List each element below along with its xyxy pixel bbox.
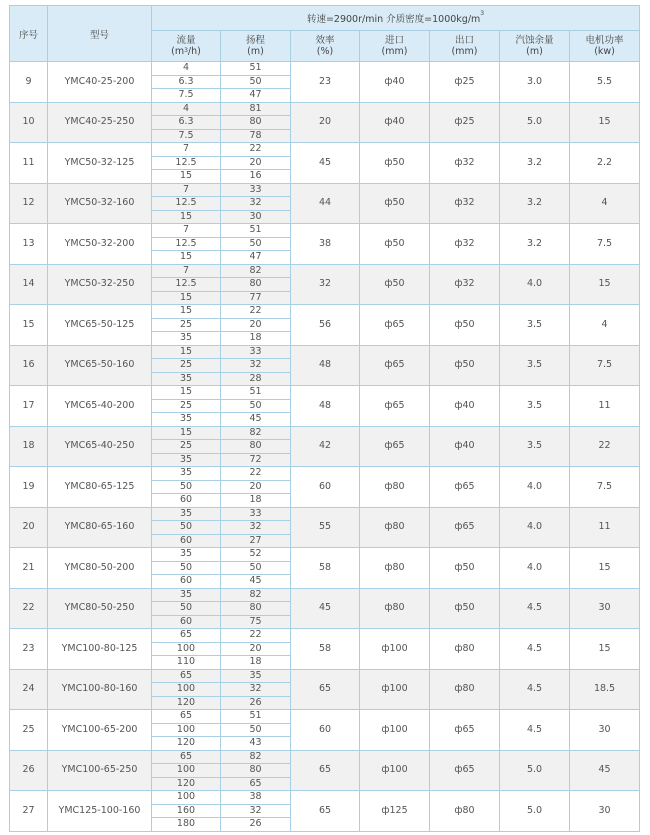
seq-cell: 9 — [10, 62, 48, 103]
seq-cell: 17 — [10, 386, 48, 427]
flow-cell: 50 — [152, 561, 221, 575]
inlet-cell: ф50 — [360, 264, 430, 305]
npsh-cell: 3.5 — [500, 386, 570, 427]
head-cell: 20 — [221, 642, 291, 656]
outlet-cell: ф80 — [430, 629, 500, 670]
model-cell: YMC80-50-250 — [48, 588, 152, 629]
seq-cell: 12 — [10, 183, 48, 224]
power-cell: 7.5 — [570, 467, 640, 508]
outlet-cell: ф50 — [430, 305, 500, 346]
power-cell: 18.5 — [570, 669, 640, 710]
efficiency-cell: 42 — [291, 426, 360, 467]
npsh-cell: 4.0 — [500, 264, 570, 305]
inlet-cell: ф40 — [360, 102, 430, 143]
flow-cell: 65 — [152, 669, 221, 683]
seq-cell: 25 — [10, 710, 48, 751]
flow-cell: 4 — [152, 62, 221, 76]
flow-cell: 100 — [152, 683, 221, 697]
outlet-cell: ф25 — [430, 102, 500, 143]
efficiency-cell: 48 — [291, 386, 360, 427]
head-cell: 32 — [221, 804, 291, 818]
seq-cell: 26 — [10, 750, 48, 791]
flow-cell: 12.5 — [152, 197, 221, 211]
npsh-cell: 3.5 — [500, 426, 570, 467]
flow-cell: 35 — [152, 588, 221, 602]
power-cell: 4 — [570, 305, 640, 346]
flow-cell: 120 — [152, 696, 221, 710]
seq-cell: 24 — [10, 669, 48, 710]
flow-cell: 12.5 — [152, 237, 221, 251]
seq-cell: 19 — [10, 467, 48, 508]
outlet-cell: ф50 — [430, 588, 500, 629]
flow-cell: 35 — [152, 467, 221, 481]
outlet-cell: ф32 — [430, 224, 500, 265]
inlet-cell: ф100 — [360, 669, 430, 710]
flow-cell: 120 — [152, 737, 221, 751]
flow-cell: 7.5 — [152, 89, 221, 103]
head-cell: 22 — [221, 467, 291, 481]
efficiency-cell: 65 — [291, 750, 360, 791]
head-cell: 35 — [221, 669, 291, 683]
npsh-cell: 3.0 — [500, 62, 570, 103]
inlet-cell: ф80 — [360, 588, 430, 629]
efficiency-cell: 55 — [291, 507, 360, 548]
efficiency-header: 效率 (%) — [291, 31, 360, 62]
flow-cell: 60 — [152, 534, 221, 548]
flow-cell: 65 — [152, 629, 221, 643]
flow-cell: 50 — [152, 521, 221, 535]
inlet-cell: ф65 — [360, 345, 430, 386]
outlet-cell: ф65 — [430, 467, 500, 508]
inlet-cell: ф40 — [360, 62, 430, 103]
flow-cell: 120 — [152, 777, 221, 791]
head-cell: 51 — [221, 710, 291, 724]
flow-cell: 4 — [152, 102, 221, 116]
inlet-cell: ф50 — [360, 224, 430, 265]
power-cell: 45 — [570, 750, 640, 791]
head-cell: 32 — [221, 683, 291, 697]
table-row — [10, 62, 640, 76]
flow-cell: 100 — [152, 764, 221, 778]
head-cell: 43 — [221, 737, 291, 751]
power-cell: 11 — [570, 386, 640, 427]
flow-cell: 15 — [152, 426, 221, 440]
flow-cell: 60 — [152, 575, 221, 589]
seq-header: 序号 — [10, 6, 48, 62]
table-row — [10, 507, 640, 521]
model-cell: YMC65-40-250 — [48, 426, 152, 467]
seq-cell: 16 — [10, 345, 48, 386]
flow-cell: 65 — [152, 750, 221, 764]
model-cell: YMC50-32-200 — [48, 224, 152, 265]
outlet-cell: ф65 — [430, 750, 500, 791]
power-cell: 15 — [570, 548, 640, 589]
table-row — [10, 467, 640, 481]
head-cell: 82 — [221, 264, 291, 278]
inlet-cell: ф100 — [360, 750, 430, 791]
flow-cell: 100 — [152, 642, 221, 656]
head-cell: 80 — [221, 278, 291, 292]
table-row — [10, 548, 640, 562]
flow-cell: 35 — [152, 413, 221, 427]
head-cell: 47 — [221, 251, 291, 265]
npsh-header: 汽蚀余量 (m) — [500, 31, 570, 62]
head-cell: 50 — [221, 561, 291, 575]
flow-cell: 160 — [152, 804, 221, 818]
outlet-cell: ф40 — [430, 426, 500, 467]
table-row — [10, 629, 640, 643]
model-cell: YMC125-100-160 — [48, 791, 152, 832]
head-cell: 27 — [221, 534, 291, 548]
flow-cell: 65 — [152, 710, 221, 724]
table-row — [10, 710, 640, 724]
seq-cell: 18 — [10, 426, 48, 467]
head-cell: 72 — [221, 453, 291, 467]
efficiency-cell: 60 — [291, 710, 360, 751]
seq-cell: 11 — [10, 143, 48, 184]
outlet-cell: ф25 — [430, 62, 500, 103]
npsh-cell: 4.5 — [500, 710, 570, 751]
power-cell: 30 — [570, 710, 640, 751]
head-cell: 33 — [221, 507, 291, 521]
model-cell: YMC100-80-125 — [48, 629, 152, 670]
inlet-cell: ф80 — [360, 467, 430, 508]
head-cell: 50 — [221, 75, 291, 89]
model-cell: YMC40-25-200 — [48, 62, 152, 103]
model-cell: YMC50-32-125 — [48, 143, 152, 184]
head-cell: 82 — [221, 426, 291, 440]
head-cell: 77 — [221, 291, 291, 305]
head-cell: 33 — [221, 183, 291, 197]
head-cell: 52 — [221, 548, 291, 562]
inlet-cell: ф80 — [360, 507, 430, 548]
head-cell: 50 — [221, 399, 291, 413]
flow-cell: 7 — [152, 224, 221, 238]
head-cell: 81 — [221, 102, 291, 116]
pump-spec-table — [9, 5, 640, 832]
seq-cell: 14 — [10, 264, 48, 305]
head-cell: 22 — [221, 143, 291, 157]
head-cell: 80 — [221, 116, 291, 130]
npsh-cell: 4.0 — [500, 548, 570, 589]
efficiency-cell: 20 — [291, 102, 360, 143]
seq-cell: 22 — [10, 588, 48, 629]
head-cell: 82 — [221, 750, 291, 764]
power-cell: 7.5 — [570, 345, 640, 386]
npsh-cell: 4.5 — [500, 629, 570, 670]
model-cell: YMC100-65-250 — [48, 750, 152, 791]
inlet-cell: ф65 — [360, 426, 430, 467]
outlet-cell: ф80 — [430, 791, 500, 832]
head-cell: 32 — [221, 197, 291, 211]
flow-cell: 50 — [152, 480, 221, 494]
inlet-cell: ф65 — [360, 305, 430, 346]
flow-cell: 50 — [152, 602, 221, 616]
head-cell: 22 — [221, 629, 291, 643]
flow-cell: 35 — [152, 453, 221, 467]
power-header: 电机功率 (kw) — [570, 31, 640, 62]
flow-cell: 7 — [152, 143, 221, 157]
head-cell: 50 — [221, 237, 291, 251]
efficiency-cell: 45 — [291, 588, 360, 629]
head-cell: 26 — [221, 696, 291, 710]
seq-cell: 27 — [10, 791, 48, 832]
table-row — [10, 102, 640, 116]
flow-cell: 15 — [152, 386, 221, 400]
head-cell: 51 — [221, 62, 291, 76]
flow-cell: 15 — [152, 170, 221, 184]
npsh-cell: 4.0 — [500, 467, 570, 508]
head-cell: 20 — [221, 318, 291, 332]
outlet-header: 出口 (mm) — [430, 31, 500, 62]
outlet-cell: ф65 — [430, 507, 500, 548]
model-cell: YMC80-50-200 — [48, 548, 152, 589]
head-cell: 80 — [221, 440, 291, 454]
head-cell: 32 — [221, 521, 291, 535]
power-cell: 7.5 — [570, 224, 640, 265]
seq-cell: 15 — [10, 305, 48, 346]
model-cell: YMC65-50-125 — [48, 305, 152, 346]
flow-cell: 35 — [152, 548, 221, 562]
head-cell: 20 — [221, 480, 291, 494]
power-cell: 15 — [570, 629, 640, 670]
npsh-cell: 3.2 — [500, 224, 570, 265]
outlet-cell: ф32 — [430, 143, 500, 184]
outlet-cell: ф50 — [430, 548, 500, 589]
table-row — [10, 305, 640, 319]
model-cell: YMC65-40-200 — [48, 386, 152, 427]
efficiency-cell: 56 — [291, 305, 360, 346]
flow-cell: 35 — [152, 332, 221, 346]
table-body — [10, 62, 640, 832]
efficiency-cell: 58 — [291, 548, 360, 589]
table-row — [10, 183, 640, 197]
power-cell: 22 — [570, 426, 640, 467]
head-cell: 30 — [221, 210, 291, 224]
head-cell: 38 — [221, 791, 291, 805]
head-cell: 50 — [221, 723, 291, 737]
model-header: 型号 — [48, 6, 152, 62]
npsh-cell: 3.2 — [500, 143, 570, 184]
table-row — [10, 750, 640, 764]
seq-cell: 21 — [10, 548, 48, 589]
npsh-cell: 4.5 — [500, 669, 570, 710]
inlet-cell: ф100 — [360, 710, 430, 751]
outlet-cell: ф50 — [430, 345, 500, 386]
head-cell: 45 — [221, 413, 291, 427]
head-cell: 28 — [221, 372, 291, 386]
inlet-header: 进口 (mm) — [360, 31, 430, 62]
power-cell: 15 — [570, 102, 640, 143]
npsh-cell: 3.5 — [500, 345, 570, 386]
flow-cell: 60 — [152, 615, 221, 629]
head-cell: 18 — [221, 494, 291, 508]
head-cell: 32 — [221, 359, 291, 373]
efficiency-cell: 44 — [291, 183, 360, 224]
flow-cell: 15 — [152, 251, 221, 265]
power-cell: 4 — [570, 183, 640, 224]
npsh-cell: 4.5 — [500, 588, 570, 629]
head-cell: 80 — [221, 764, 291, 778]
head-cell: 45 — [221, 575, 291, 589]
seq-cell: 13 — [10, 224, 48, 265]
model-cell: YMC50-32-160 — [48, 183, 152, 224]
model-cell: YMC40-25-250 — [48, 102, 152, 143]
power-cell: 15 — [570, 264, 640, 305]
efficiency-cell: 45 — [291, 143, 360, 184]
power-cell: 2.2 — [570, 143, 640, 184]
flow-cell: 15 — [152, 345, 221, 359]
npsh-cell: 5.0 — [500, 102, 570, 143]
head-cell: 75 — [221, 615, 291, 629]
flow-cell: 60 — [152, 494, 221, 508]
outlet-cell: ф80 — [430, 669, 500, 710]
outlet-cell: ф65 — [430, 710, 500, 751]
efficiency-cell: 32 — [291, 264, 360, 305]
seq-cell: 10 — [10, 102, 48, 143]
flow-cell: 25 — [152, 359, 221, 373]
inlet-cell: ф50 — [360, 183, 430, 224]
table-row — [10, 264, 640, 278]
outlet-cell: ф32 — [430, 183, 500, 224]
model-cell: YMC100-80-160 — [48, 669, 152, 710]
flow-cell: 15 — [152, 291, 221, 305]
model-cell: YMC80-65-125 — [48, 467, 152, 508]
inlet-cell: ф80 — [360, 548, 430, 589]
flow-cell: 25 — [152, 440, 221, 454]
flow-cell: 35 — [152, 507, 221, 521]
efficiency-cell: 65 — [291, 791, 360, 832]
head-header: 扬程 (m) — [221, 31, 291, 62]
head-cell: 18 — [221, 332, 291, 346]
table-row — [10, 669, 640, 683]
inlet-cell: ф65 — [360, 386, 430, 427]
head-cell: 78 — [221, 129, 291, 143]
efficiency-cell: 23 — [291, 62, 360, 103]
flow-cell: 35 — [152, 372, 221, 386]
table-row — [10, 224, 640, 238]
flow-cell: 25 — [152, 399, 221, 413]
head-cell: 65 — [221, 777, 291, 791]
seq-cell: 23 — [10, 629, 48, 670]
model-cell: YMC100-65-200 — [48, 710, 152, 751]
npsh-cell: 3.2 — [500, 183, 570, 224]
flow-cell: 100 — [152, 723, 221, 737]
table-header — [10, 6, 640, 62]
efficiency-cell: 48 — [291, 345, 360, 386]
npsh-cell: 4.0 — [500, 507, 570, 548]
head-cell: 26 — [221, 818, 291, 832]
efficiency-cell: 60 — [291, 467, 360, 508]
efficiency-cell: 38 — [291, 224, 360, 265]
flow-cell: 12.5 — [152, 278, 221, 292]
seq-cell: 20 — [10, 507, 48, 548]
head-cell: 82 — [221, 588, 291, 602]
flow-cell: 25 — [152, 318, 221, 332]
conditions-header: 转速=2900r/min 介质密度$=1000kg/m^3$ — [152, 6, 640, 31]
efficiency-cell: 58 — [291, 629, 360, 670]
table-row — [10, 588, 640, 602]
inlet-cell: ф100 — [360, 629, 430, 670]
head-cell: 20 — [221, 156, 291, 170]
head-cell: 18 — [221, 656, 291, 670]
table-row — [10, 386, 640, 400]
head-cell: 33 — [221, 345, 291, 359]
power-cell: 5.5 — [570, 62, 640, 103]
power-cell: 11 — [570, 507, 640, 548]
head-cell: 51 — [221, 224, 291, 238]
npsh-cell: 5.0 — [500, 791, 570, 832]
table-row — [10, 426, 640, 440]
flow-header: 流量 $(m^3/h)$ — [152, 31, 221, 62]
model-cell: YMC80-65-160 — [48, 507, 152, 548]
head-cell: 16 — [221, 170, 291, 184]
inlet-cell: ф50 — [360, 143, 430, 184]
model-cell: YMC50-32-250 — [48, 264, 152, 305]
head-cell: 80 — [221, 602, 291, 616]
flow-cell: 180 — [152, 818, 221, 832]
flow-cell: 7 — [152, 264, 221, 278]
flow-cell: 100 — [152, 791, 221, 805]
flow-cell: 12.5 — [152, 156, 221, 170]
flow-cell: 7.5 — [152, 129, 221, 143]
flow-cell: 7 — [152, 183, 221, 197]
flow-cell: 110 — [152, 656, 221, 670]
table-row — [10, 791, 640, 805]
outlet-cell: ф32 — [430, 264, 500, 305]
table-row — [10, 143, 640, 157]
head-cell: 51 — [221, 386, 291, 400]
flow-cell: 15 — [152, 305, 221, 319]
outlet-cell: ф40 — [430, 386, 500, 427]
npsh-cell: 3.5 — [500, 305, 570, 346]
flow-cell: 6.3 — [152, 116, 221, 130]
model-cell: YMC65-50-160 — [48, 345, 152, 386]
efficiency-cell: 65 — [291, 669, 360, 710]
flow-cell: 15 — [152, 210, 221, 224]
head-cell: 47 — [221, 89, 291, 103]
inlet-cell: ф125 — [360, 791, 430, 832]
head-cell: 22 — [221, 305, 291, 319]
power-cell: 30 — [570, 588, 640, 629]
flow-cell: 6.3 — [152, 75, 221, 89]
npsh-cell: 5.0 — [500, 750, 570, 791]
table-row — [10, 345, 640, 359]
power-cell: 30 — [570, 791, 640, 832]
